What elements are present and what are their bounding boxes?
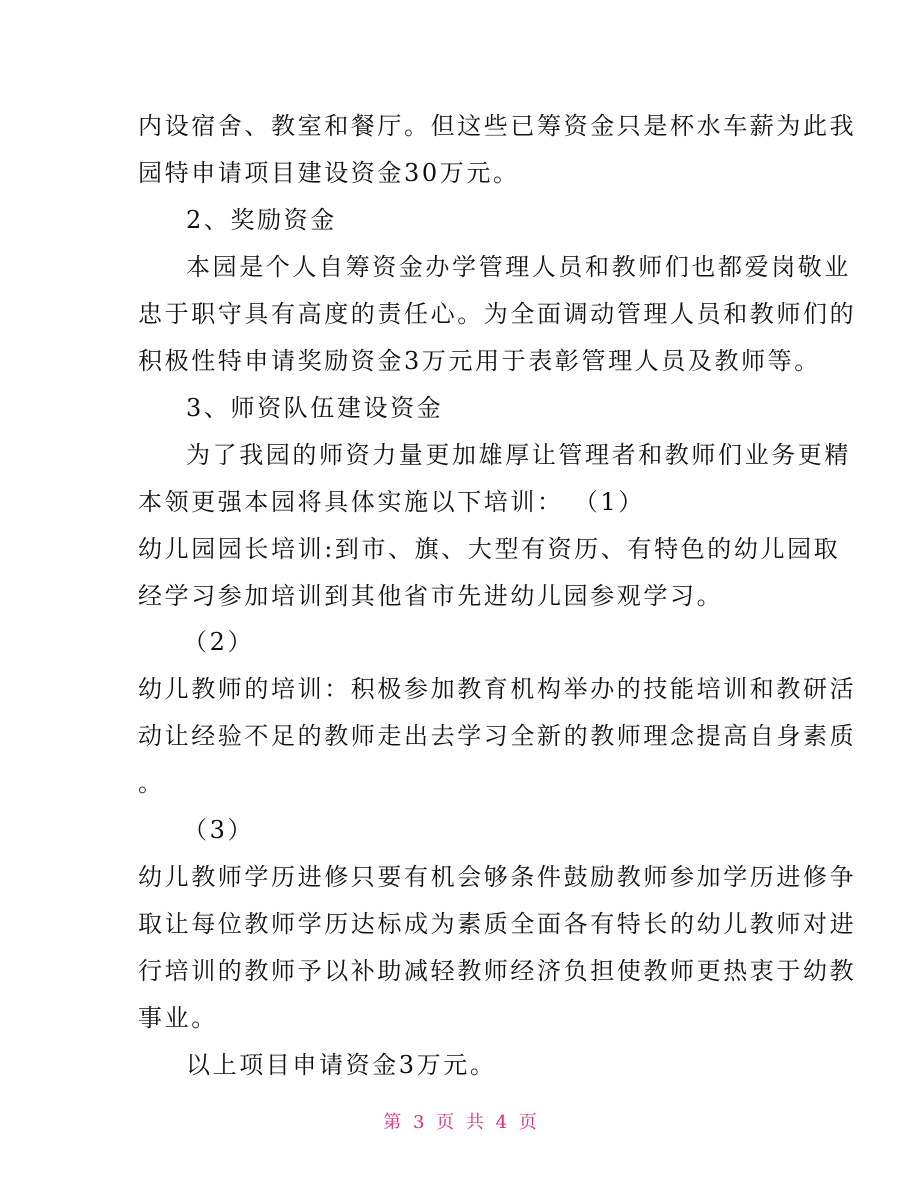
footer-current-page: 3 [412, 1112, 425, 1133]
footer-prefix: 第 [383, 1112, 402, 1133]
text-line-11: 经学习参加培训到其他省市先进幼儿园参观学习。 [138, 582, 724, 610]
text-line-9: 本领更强本园将具体实施以下培训： （1） [138, 488, 645, 516]
page-footer [0, 1111, 920, 1135]
list-marker-3: （3） [183, 816, 255, 844]
list-marker-2: （2） [183, 628, 255, 656]
text-line-17: 幼儿教师学历进修只要有机会够条件鼓励教师参加学历进修争 [138, 863, 857, 891]
text-line-19: 行培训的教师予以补助减轻教师经济负担使教师更热衷于幼教 [138, 957, 857, 985]
section-heading-awards: 2、奖励资金 [186, 206, 337, 234]
text-line-8: 为了我园的师资力量更加雄厚让管理者和教师们业务更精 [186, 441, 851, 469]
text-line-14: 动让经验不足的教师走出去学习全新的教师理念提高自身素质 [138, 722, 857, 750]
footer-page-word: 页 [436, 1112, 455, 1133]
footer-suffix: 页 [518, 1112, 537, 1133]
text-line-20: 事业。 [138, 1004, 218, 1032]
text-line-13: 幼儿教师的培训：积极参加教育机构举办的技能培训和教研活 [138, 675, 857, 703]
text-line-21: 以上项目申请资金3万元。 [186, 1051, 497, 1079]
text-line-4: 本园是个人自筹资金办学管理人员和教师们也都爱岗敬业 [186, 253, 851, 281]
text-line-15: 。 [138, 769, 165, 797]
text-line-5: 忠于职守具有高度的责任心。为全面调动管理人员和教师们的 [138, 300, 857, 328]
footer-total-pages: 4 [495, 1112, 508, 1133]
text-line-10: 幼儿园园长培训:到市、旗、大型有资历、有特色的幼儿园取 [138, 535, 841, 563]
footer-total-word: 共 [465, 1112, 484, 1133]
section-heading-teachers: 3、师资队伍建设资金 [186, 394, 444, 422]
text-line-6: 积极性特申请奖励资金3万元用于表彰管理人员及教师等。 [138, 347, 821, 375]
text-line-1: 内设宿舍、教室和餐厅。但这些已筹资金只是杯水车薪为此我 [138, 112, 857, 140]
text-line-2: 园特申请项目建设资金30万元。 [138, 159, 520, 187]
text-line-18: 取让每位教师学历达标成为素质全面各有特长的幼儿教师对进 [138, 910, 857, 938]
